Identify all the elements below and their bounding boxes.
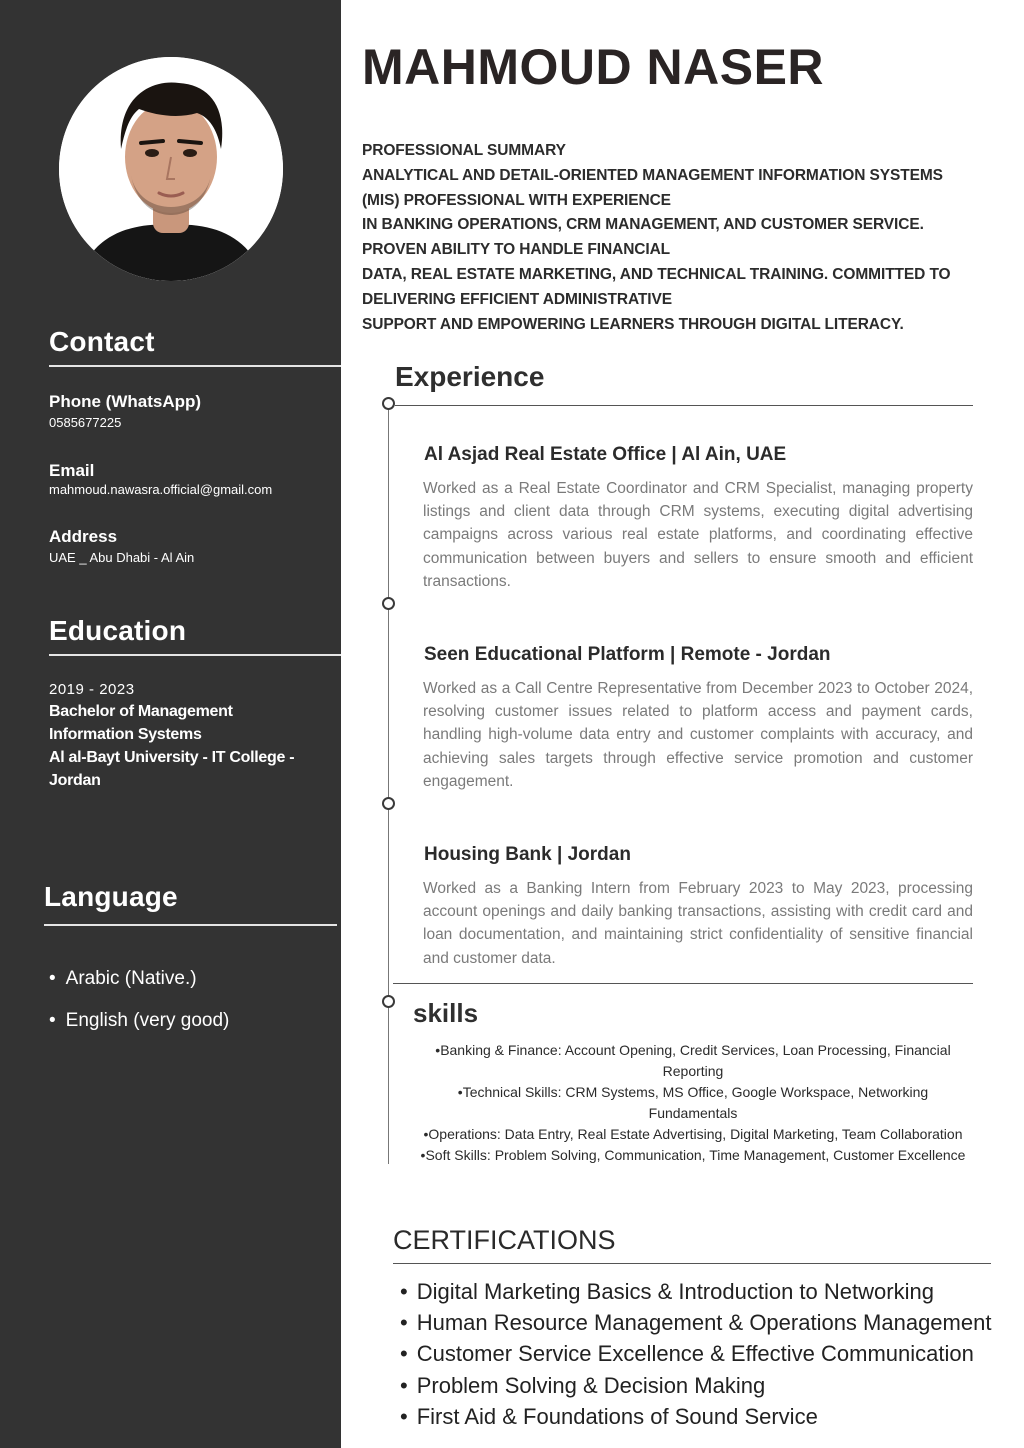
job-title: Al Asjad Real Estate Office | Al Ain, UAE <box>424 444 787 465</box>
timeline-dot <box>382 995 395 1008</box>
skill-item: • Operations: Data Entry, Real Estate Advertising, Digital Marketing, Team Collaboration <box>412 1124 974 1145</box>
certification-item: • First Aid & Foundations of Sound Service <box>400 1401 991 1432</box>
language-list <box>49 965 229 1049</box>
avatar-illustration <box>59 57 283 281</box>
summary-line: ANALYTICAL AND DETAIL-ORIENTED MANAGEMENT INFORMATION SYSTEMS <box>362 166 943 184</box>
email-value: mahmoud.nawasra.official@gmail.com <box>49 482 273 497</box>
skill-item: • Soft Skills: Problem Solving, Communication, Time Management, Customer Excellence <box>412 1145 974 1166</box>
summary-line: PROVEN ABILITY TO HANDLE FINANCIAL <box>362 241 671 259</box>
contact-divider <box>49 365 341 367</box>
certifications-heading: CERTIFICATIONS <box>393 1225 616 1255</box>
summary-line: (MIS) PROFESSIONAL WITH EXPERIENCE <box>362 191 671 209</box>
education-university-line-2: Jordan <box>49 772 101 789</box>
education-university-line-1: Al al-Bayt University - IT College - <box>49 749 295 766</box>
phone-value: 0585677225 <box>49 415 122 430</box>
certifications-divider <box>393 1263 991 1264</box>
certification-item: • Human Resource Management & Operations Management <box>400 1307 991 1338</box>
sidebar <box>0 0 341 1448</box>
experience-divider <box>395 405 973 406</box>
summary-line: IN BANKING OPERATIONS, CRM MANAGEMENT, AND CUSTOMER SERVICE. <box>362 216 924 234</box>
experience-heading: Experience <box>395 361 545 392</box>
summary-line: DATA, REAL ESTATE MARKETING, AND TECHNICAL TRAINING. COMMITTED TO <box>362 265 951 283</box>
skills-list <box>412 1040 974 1166</box>
timeline-dot <box>382 597 395 610</box>
job-description: Worked as a Call Centre Representative from December 2023 to October 2024, resolving customer issues related to platform access and payment cards, handling high-volume data entry and customer complaints with accuracy, and achieving sales targets through effective service promotion and customer engagement. <box>423 680 973 790</box>
address-label: Address <box>49 527 118 546</box>
skills-divider <box>393 983 973 984</box>
education-heading: Education <box>49 615 187 646</box>
language-heading: Language <box>44 881 178 912</box>
timeline-dot <box>382 397 395 410</box>
job-description: Worked as a Real Estate Coordinator and CRM Specialist, managing property listings and client data through CRM systems, executing digital advertising campaigns across various real estate platforms, and coordinating effective communication between buyers and sellers to ensure smooth and efficient transactions. <box>423 480 973 590</box>
summary-line: DELIVERING EFFICIENT ADMINISTRATIVE <box>362 290 672 308</box>
job-title: Housing Bank | Jordan <box>424 844 631 865</box>
contact-heading: Contact <box>49 326 155 357</box>
skills-heading: skills <box>413 998 479 1028</box>
language-item: • English (very good) <box>49 1007 229 1049</box>
certification-item: • Digital Marketing Basics & Introduction to Networking <box>400 1276 991 1307</box>
email-label: Email <box>49 461 95 480</box>
timeline-dot <box>382 797 395 810</box>
education-degree-line-2: Information Systems <box>49 726 202 743</box>
address-value: UAE _ Abu Dhabi - Al Ain <box>49 550 195 565</box>
professional-summary <box>362 139 1022 337</box>
skill-item: • Technical Skills: CRM Systems, MS Office, Google Workspace, Networking Fundamentals <box>412 1082 974 1124</box>
job-description: Worked as a Banking Intern from February 2023 to May 2023, processing account openings and daily banking transactions, assisting with credit card and loan documentation, and maintaining strict confidentiality of sensitive financial and customer data. <box>423 880 973 967</box>
education-years: 2019 - 2023 <box>49 681 135 698</box>
timeline-line <box>388 404 389 1164</box>
certifications-list <box>400 1276 991 1432</box>
job-title: Seen Educational Platform | Remote - Jordan <box>424 644 831 665</box>
candidate-name: MAHMOUD NASER <box>362 39 825 95</box>
language-divider <box>44 924 337 926</box>
skill-item: • Banking & Finance: Account Opening, Credit Services, Loan Processing, Financial Reporting <box>412 1040 974 1082</box>
certification-item: • Customer Service Excellence & Effective Communication <box>400 1338 991 1369</box>
language-item: • Arabic (Native.) <box>49 965 229 1007</box>
certification-item: • Problem Solving & Decision Making <box>400 1370 991 1401</box>
phone-label: Phone (WhatsApp) <box>49 392 202 411</box>
education-divider <box>49 654 341 656</box>
summary-line: SUPPORT AND EMPOWERING LEARNERS THROUGH DIGITAL LITERACY. <box>362 315 904 333</box>
profile-photo <box>59 57 283 281</box>
summary-heading: PROFESSIONAL SUMMARY <box>362 142 566 159</box>
education-degree-line-1: Bachelor of Management <box>49 703 233 720</box>
